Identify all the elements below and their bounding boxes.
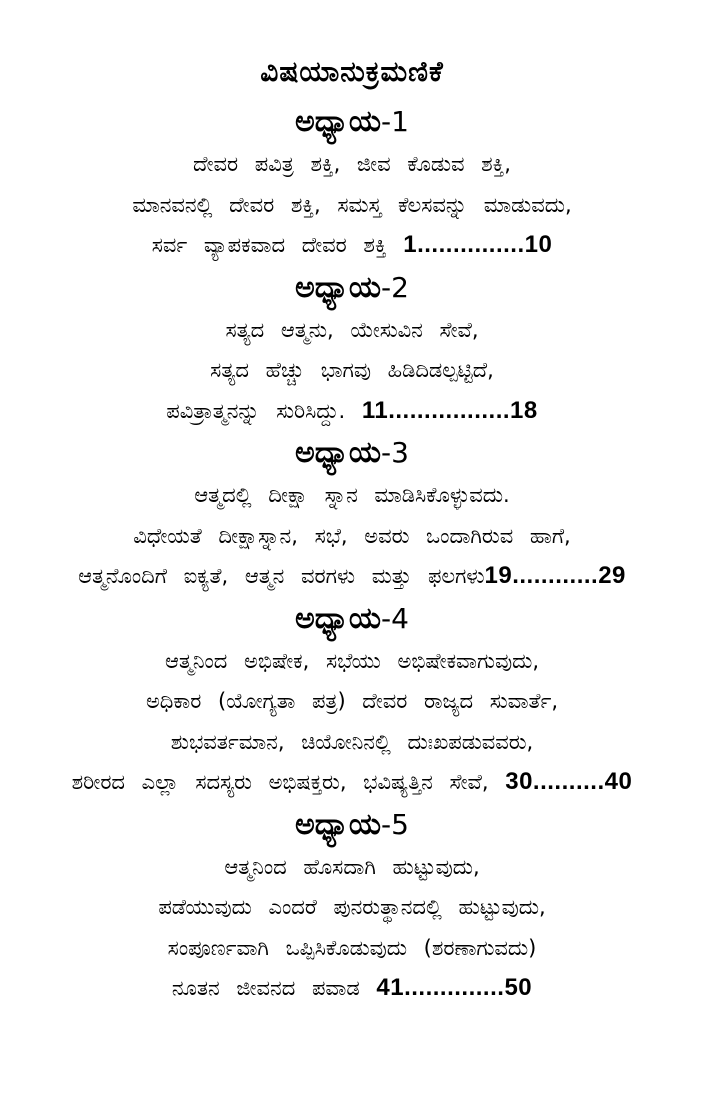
chapter-topic-line: ಪಡೆಯುವುದು ಎಂದರೆ ಪುನರುತ್ಥಾನದಲ್ಲಿ ಹುಟ್ಟುವುದು, xyxy=(158,895,546,919)
chapter-number: -5 xyxy=(381,807,409,841)
chapter-topic-line: ಸತ್ಯದ ಆತ್ಮನು, ಯೇಸುವಿನ ಸೇವೆ, xyxy=(225,317,479,342)
chapter-topic-text: ಆತ್ಮನೊಂದಿಗೆ ಐಕ್ಯತೆ, ಆತ್ಮನ ವರಗಳು ಮತ್ತು ಫಲಗಳು xyxy=(78,564,485,588)
chapter-topic-line: ದೇವರ ಪವಿತ್ರ ಶಕ್ತಿ, ಜೀವ ಕೊಡುವ ಶಕ್ತಿ, xyxy=(193,152,511,176)
chapter-topic-line: ಆತ್ಮನಿಂದ ಹೊಸದಾಗಿ ಹುಟ್ಟುವುದು, xyxy=(224,854,480,879)
chapter-heading-label: ಅಧ್ಯಾಯ xyxy=(295,269,382,305)
chapter-number: -2 xyxy=(381,270,409,304)
chapter-topic-line xyxy=(20,968,684,1009)
chapter-topic-line: ಅಧಿಕಾರ (ಯೋಗ್ಯತಾ ಪತ್ರ) ದೇವರ ರಾಜ್ಯದ ಸುವಾರ್ತೆ, xyxy=(145,689,559,713)
page-range: 30..........40 xyxy=(505,768,633,795)
chapter-topic-text: ಪವಿತ್ರಾತ್ಮನನ್ನು ಸುರಿಸಿದ್ದು. xyxy=(166,398,346,423)
chapter-topic-line xyxy=(20,556,684,597)
chapter-4 xyxy=(20,597,684,803)
chapter-heading-label: ಅಧ್ಯಾಯ xyxy=(295,435,382,470)
chapter-topic-line: ಆತ್ಮದಲ್ಲಿ ದೀಕ್ಷಾ ಸ್ನಾನ ಮಾಡಿಸಿಕೊಳ್ಳುವದು. xyxy=(194,483,510,507)
chapter-1 xyxy=(20,100,684,266)
chapter-heading xyxy=(20,597,684,641)
chapter-number: -4 xyxy=(381,601,409,635)
chapter-5 xyxy=(20,803,684,1009)
chapter-heading xyxy=(20,266,684,310)
chapter-heading-label: ಅಧ್ಯಾಯ xyxy=(295,600,382,636)
chapter-heading xyxy=(20,431,684,475)
page-title: ವಿಷಯಾನುಕ್ರಮಣಿಕೆ xyxy=(260,55,444,88)
chapter-topic-line: ಮಾನವನಲ್ಲಿ ದೇವರ ಶಕ್ತಿ, ಸಮಸ್ತ ಕೆಲಸವನ್ನು ಮಾಡುವದು, xyxy=(132,192,572,217)
chapter-topic-line xyxy=(20,225,684,266)
chapter-heading xyxy=(20,100,684,144)
chapter-3 xyxy=(20,431,684,597)
chapter-topic-text: ನೂತನ ಜೀವನದ ಪವಾಡ xyxy=(171,976,360,1000)
chapter-topic-line: ವಿಧೇಯತೆ ದೀಕ್ಷಾಸ್ನಾನ, ಸಭೆ, ಅವರು ಒಂದಾಗಿರುವ ಹಾಗೆ, xyxy=(133,523,571,548)
chapter-heading xyxy=(20,803,684,847)
chapter-topic-text: ಶರೀರದ ಎಲ್ಲಾ ಸದಸ್ಯರು ಅಭಿಷಕ್ತರು, ಭವಿಷ್ಯತ್ತಿನ ಸೇವೆ, xyxy=(71,770,489,794)
chapter-topic-line xyxy=(20,762,684,803)
chapter-topic-line: ಸತ್ಯದ ಹೆಚ್ಚು ಭಾಗವು ಹಿಡಿದಿಡಲ್ಪಟ್ಟಿದೆ, xyxy=(210,358,494,382)
chapter-number: -1 xyxy=(381,105,409,138)
chapter-topic-text: ಸರ್ವ ವ್ಯಾಪಕವಾದ ದೇವರ ಶಕ್ತಿ xyxy=(151,233,387,257)
chapter-2 xyxy=(20,266,684,432)
page-range: 11.................18 xyxy=(361,396,538,424)
page-range: 41..............50 xyxy=(376,974,533,1001)
chapter-topic-line: ಆತ್ಮನಿಂದ ಅಭಿಷೇಕ, ಸಭೆಯು ಅಭಿಷೇಕವಾಗುವುದು, xyxy=(164,648,540,673)
chapter-topic-line xyxy=(20,391,684,432)
page-range: 19............29 xyxy=(484,562,626,589)
chapter-topic-line: ಶುಭವರ್ತಮಾನ, ಚಿಯೋನಿನಲ್ಲಿ ದುಃಖಪಡುವವರು, xyxy=(170,729,534,754)
chapter-heading-label: ಅಧ್ಯಾಯ xyxy=(295,104,382,139)
chapter-number: -3 xyxy=(381,436,409,469)
page-range: 1...............10 xyxy=(403,231,553,258)
chapter-heading-label: ಅಧ್ಯಾಯ xyxy=(295,806,382,842)
chapter-topic-line: ಸಂಪೂರ್ಣವಾಗಿ ಒಪ್ಪಿಸಿಕೊಡುವುದು (ಶರಣಾಗುವದು) xyxy=(167,935,537,960)
